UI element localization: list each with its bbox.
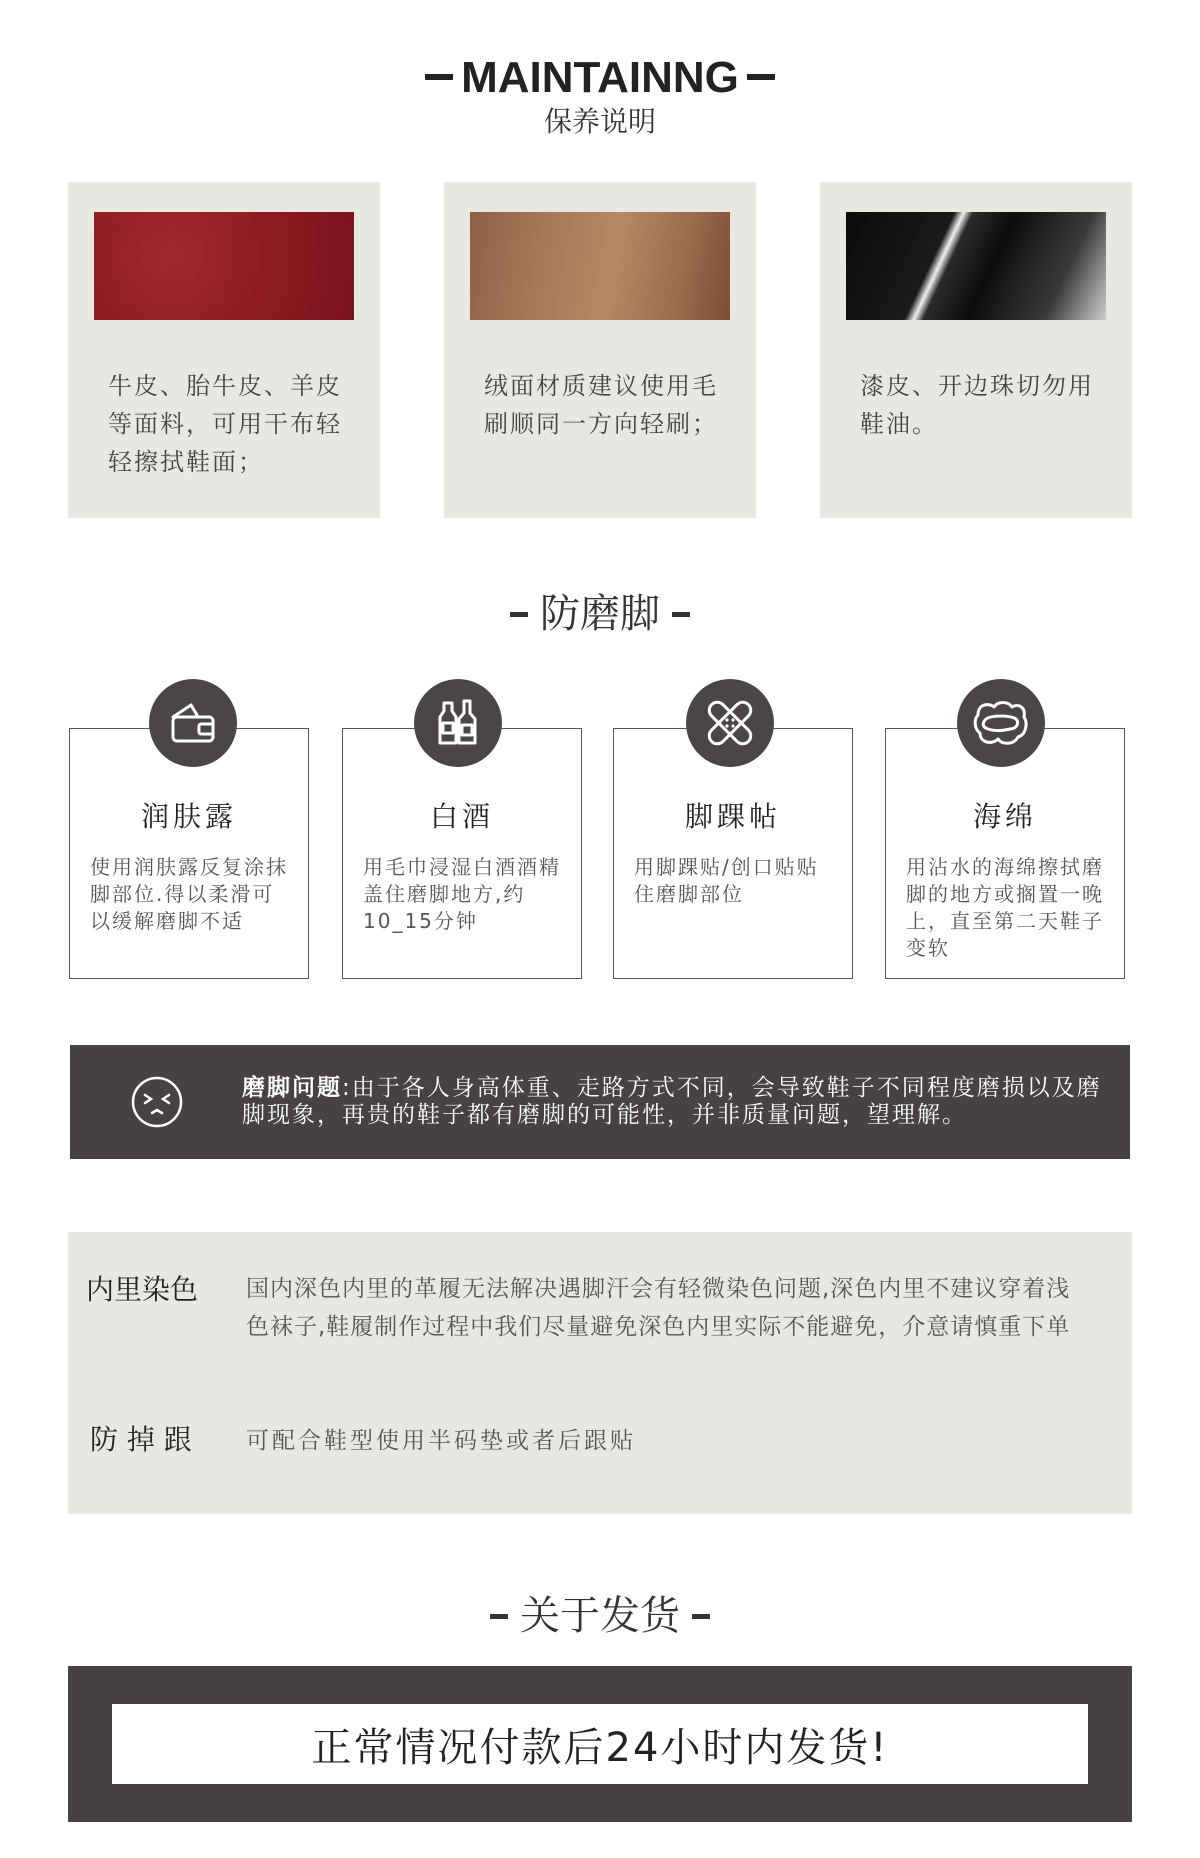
brown-suede-swatch <box>470 212 730 320</box>
shipping-heading-text: 关于发货 <box>520 1593 680 1639</box>
antiblister-card-text: 用毛巾浸湿白酒酒精盖住磨脚地方,约10_15分钟 <box>363 855 561 933</box>
notice-label: 磨脚问题 <box>242 1075 342 1101</box>
antiblister-card-title: 润肤露 <box>140 800 237 833</box>
notice-body: :由于各人身高体重、走路方式不同，会导致鞋子不同程度磨损以及磨脚现象，再贵的鞋子都有磨脚的可能性，并非质量问题，望理解。 <box>242 1075 1102 1128</box>
maintain-card-leather <box>68 182 380 518</box>
red-leather-swatch <box>94 212 354 320</box>
antiblister-card-title: 海绵 <box>972 800 1037 833</box>
maintain-title-cn: 保养说明 <box>543 105 656 138</box>
maintain-card-patent <box>820 182 1132 518</box>
lining-dye-label: 内里染色 <box>86 1273 199 1306</box>
heel-slip-text: 可配合鞋型使用半码垫或者后跟贴 <box>246 1428 636 1454</box>
maintain-card-text: 绒面材质建议使用毛刷顺同一方向轻刷； <box>484 372 718 438</box>
heel-slip-label: 防 掉 跟 <box>90 1423 192 1456</box>
lotion-icon <box>149 679 237 767</box>
antiblister-card-text: 使用润肤露反复涂抹脚部位.得以柔滑可以缓解磨脚不适 <box>90 855 288 933</box>
title-dash-left <box>425 74 453 80</box>
maintain-card-suede <box>444 182 756 518</box>
lining-dye-text: 国内深色内里的革履无法解决遇脚汗会有轻微染色问题,深色内里不建议穿着浅色袜子,鞋履制作过程中我们尽量避免深色内里实际不能避免，介意请慎重下单 <box>246 1276 1071 1340</box>
blister-notice-text <box>242 1075 1116 1129</box>
bandage-icon <box>686 679 774 767</box>
heading-dash-right <box>692 1614 710 1619</box>
heading-dash-left <box>510 612 528 617</box>
maintain-title-en <box>0 50 1200 106</box>
blister-notice-bar <box>70 1045 1130 1159</box>
maintain-card-text: 漆皮、开边珠切勿用鞋油。 <box>860 372 1094 438</box>
antiblister-card-text: 用沾水的海绵擦拭磨脚的地方或搁置一晚上，直至第二天鞋子变软 <box>906 855 1104 960</box>
antiblister-heading-text: 防磨脚 <box>540 591 660 637</box>
shipping-heading <box>0 1591 1200 1641</box>
antiblister-card-text: 用脚踝贴/创口贴贴住磨脚部位 <box>634 855 819 906</box>
maintain-title-en-text: MAINTAINNG <box>461 53 739 102</box>
antiblister-card-title: 白酒 <box>429 800 494 833</box>
maintain-card-text: 牛皮、胎牛皮、羊皮等面料，可用干布轻轻擦拭鞋面； <box>108 372 342 476</box>
bottles-icon <box>414 679 502 767</box>
black-patent-swatch <box>846 212 1106 320</box>
sponge-icon <box>957 679 1045 767</box>
title-dash-right <box>747 74 775 80</box>
info-box <box>68 1232 1132 1514</box>
heading-dash-right <box>672 612 690 617</box>
shipping-panel <box>68 1666 1132 1822</box>
antiblister-heading <box>0 589 1200 639</box>
sad-face-icon <box>130 1075 184 1129</box>
antiblister-card-title: 脚踝帖 <box>684 800 781 833</box>
shipping-message: 正常情况付款后24小时内发货! <box>112 1704 1088 1784</box>
heading-dash-left <box>490 1614 508 1619</box>
